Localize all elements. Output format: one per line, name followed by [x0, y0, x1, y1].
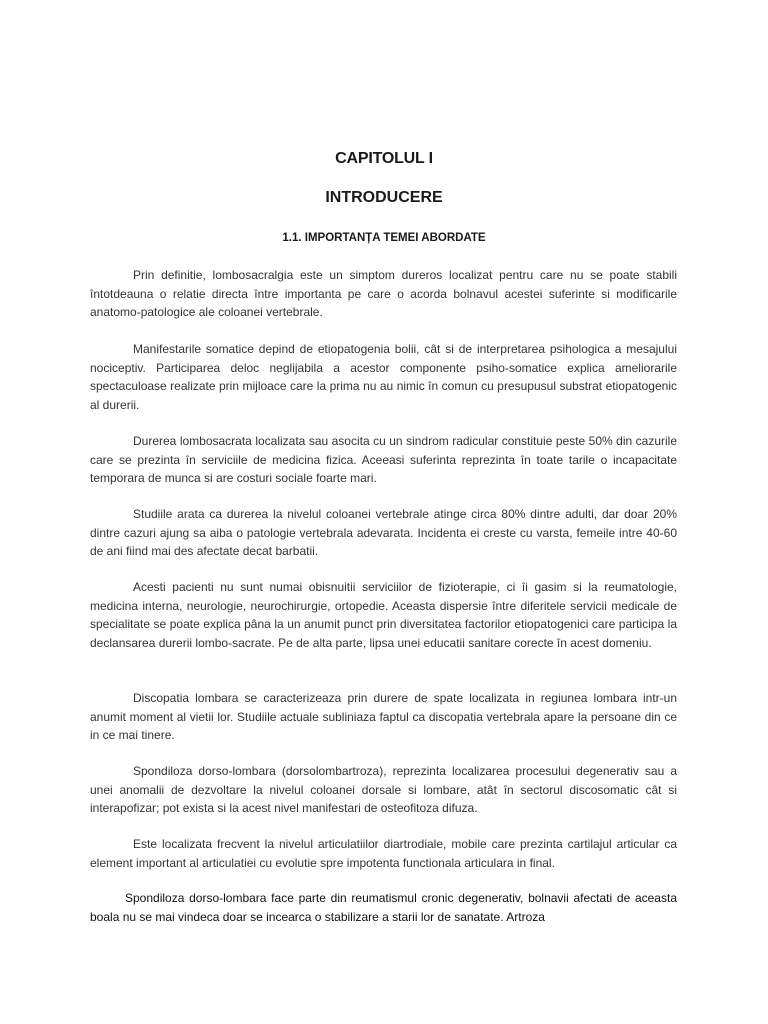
- intro-title: INTRODUCERE: [325, 189, 443, 206]
- paragraph-patients: Acesti pacienti nu sunt numai obisnuitii serviciilor de fizioterapie, ci îi gasim si la reumatologie, medicina interna, neurologie, neurochirurgie, ortopedie. Aceasta dispersie între diferitele servicii medicale de specialitate se poate explica pâna la un anumit punct prin diversitatea factorilor etiopatogenici care participa la declansarea durerii lombo-sacrate. Pe de alta parte, lipsa unei educatii sanitare corecte în acest domeniu.: [90, 580, 677, 650]
- paragraph-definition: Prin definitie, lombosacralgia este un simptom dureros localizat pentru care nu se poate stabili întotdeauna o relatie directa între importanta pe care o acorda bolnavul acestei suferinte si modificarile anatomo-patologice ale coloanei vertebrale.: [90, 268, 677, 319]
- paragraph-discopathy: Discopatia lombara se caracterizeaza prin durere de spate localizata in regiunea lombara intr-un anumit moment al vietii lor. Studiile actuale subliniaza faptul ca discopatia vertebrala apare la persoane din ce in ce mai tinere.: [90, 691, 677, 742]
- paragraph-spondylosis-continued: Spondiloza dorso-lombara face parte din reumatismul cronic degenerativ, bolnavii afectati de aceasta boala nu se mai vindeca doar se incearca o stabilizare a starii lor de sanatate. Artroza: [90, 891, 677, 924]
- paragraph-localization: Este localizata frecvent la nivelul articulatiilor diartrodiale, mobile care prezinta cartilajul articular ca element important al articulatiei cu evolutie spre impotenta functionala articulara in final.: [90, 837, 677, 870]
- paragraph-pain-statistics: Durerea lombosacrata localizata sau asocita cu un sindrom radicular constituie peste 50% din cazurile care se prezinta în serviciile de medicina fizica. Aceeasi suferinta reprezinta în toate tarile o incapacitate temporara de munca si are costuri sociale foarte mari.: [90, 434, 677, 485]
- chapter-title: CAPITOLUL I: [335, 150, 433, 167]
- paragraph-manifestations: Manifestarile somatice depind de etiopatogenia bolii, cât si de interpretarea psihologica a mesajului nociceptiv. Participarea deloc neglijabila a acestor componente psiho-somatice explica ameliorarile spectaculoase realizate prin mijloace care la prima nu au nimic în comun cu presupusul substrat etiopatogenic al durerii.: [90, 342, 677, 412]
- paragraph-spondylosis: Spondiloza dorso-lombara (dorsolombartroza), reprezinta localizarea procesului degenerativ sau a unei anomalii de dezvoltare la nivelul coloanei dorsale si lombare, atât în sectorul discosomatic cât si interapofizar; pot exista si la acest nivel manifestari de osteofitoza difuza.: [90, 764, 677, 815]
- section-title: 1.1. IMPORTANȚA TEMEI ABORDATE: [282, 232, 486, 244]
- paragraph-studies: Studiile arata ca durerea la nivelul coloanei vertebrale atinge circa 80% dintre adulti, dar doar 20% dintre cazuri ajung sa aiba o patologie vertebrala adevarata. Incidenta ei creste cu varsta, femeile intre 40-60 de ani fiind mai des afectate decat barbatii.: [90, 507, 677, 558]
